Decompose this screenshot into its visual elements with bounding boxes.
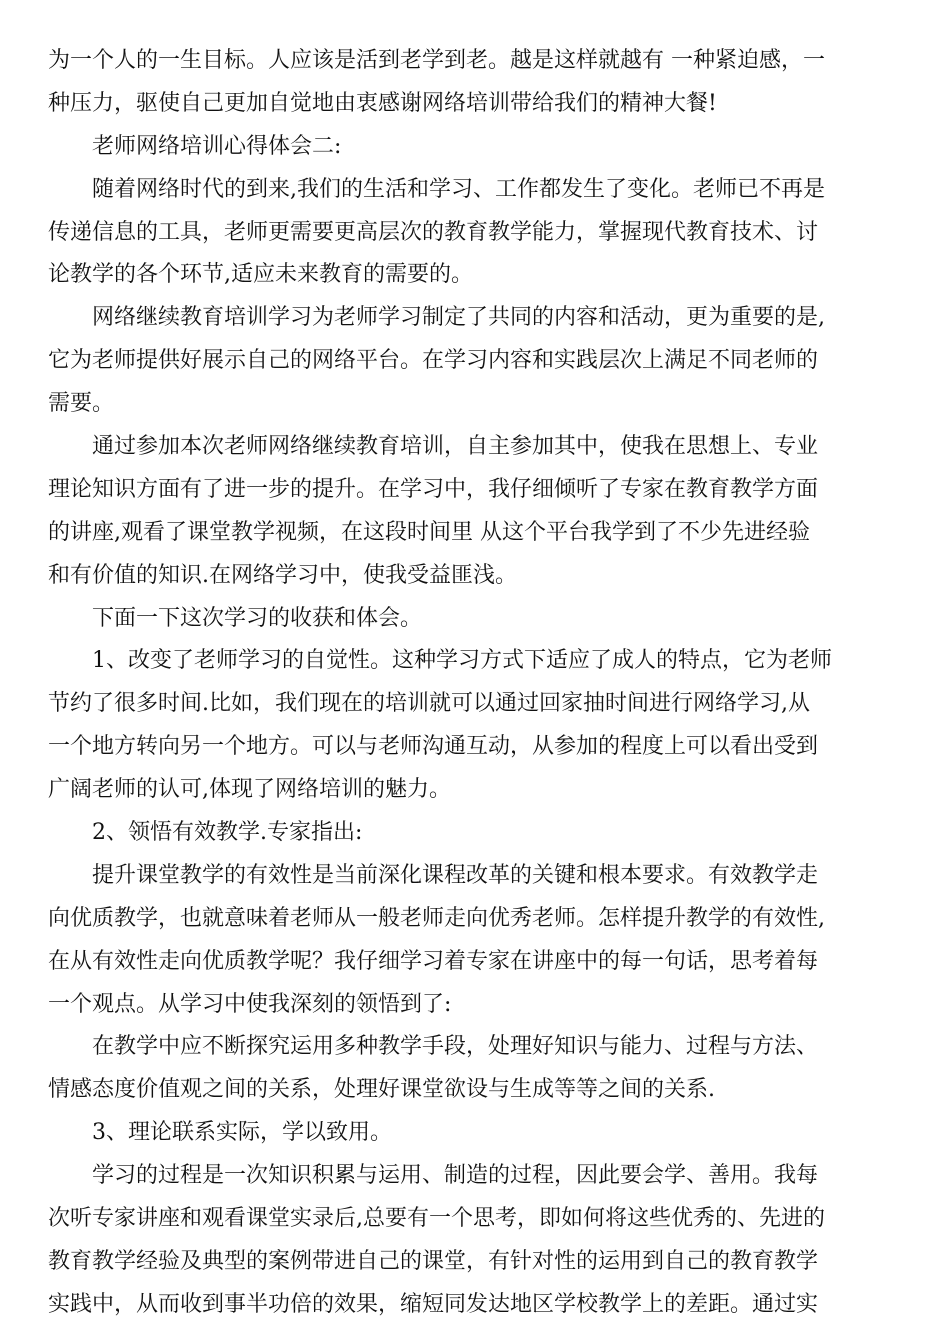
text-line: 传递信息的工具，老师更需要更高层次的教育教学能力，掌握现代教育技术、讨 (48, 219, 819, 245)
text-line: 论教学的各个环节,适应未来教育的需要的。 (48, 262, 473, 288)
text-line: 学习的过程是一次知识积累与运用、制造的过程，因此要会学、善用。我每 (92, 1163, 819, 1189)
text-line: 为一个人的一生目标。人应该是活到老学到老。越是这样就越有 一种紧迫感，一 (48, 48, 825, 73)
text-line: 提升课堂教学的有效性是当前深化课程改革的关键和根本要求。有效教学走 (92, 862, 819, 888)
text-line: 向优质教学，也就意味着老师从一般老师走向优秀老师。怎样提升教学的有效性, (48, 905, 825, 931)
text-line: 通过参加本次老师网络继续教育培训，自主参加其中，使我在思想上、专业 (92, 434, 819, 460)
text-line: 种压力，驱使自己更加自觉地由衷感谢网络培训带给我们的精神大餐! (48, 90, 717, 116)
text-line: 和有价值的知识.在网络学习中，使我受益匪浅。 (48, 562, 517, 588)
text-line: 的讲座,观看了课堂教学视频，在这段时间里 从这个平台我学到了不少先进经验 (48, 519, 810, 545)
text-line: 教育教学经验及典型的案例带进自己的课堂，有针对性的运用到自己的教育教学 (48, 1248, 819, 1274)
text-line: 随着网络时代的到来,我们的生活和学习、工作都发生了变化。老师已不再是 (92, 176, 825, 202)
text-line: 网络继续教育培训学习为老师学习制定了共同的内容和活动，更为重要的是, (92, 305, 825, 331)
text-line: 一个观点。从学习中使我深刻的领悟到了: (48, 991, 452, 1017)
text-line: 次听专家讲座和观看课堂实录后,总要有一个思考，即如何将这些优秀的、先进的 (48, 1206, 825, 1232)
text-line: 在从有效性走向优质教学呢？我仔细学习着专家在讲座中的每一句话，思考着每 (48, 948, 819, 974)
text-line: 情感态度价值观之间的关系，处理好课堂欲设与生成等等之间的关系. (48, 1077, 715, 1103)
text-line: 实践中，从而收到事半功倍的效果，缩短同发达地区学校教学上的差距。通过实 (48, 1291, 819, 1317)
text-line: 它为老师提供好展示自己的网络平台。在学习内容和实践层次上满足不同老师的 (48, 348, 819, 374)
document-body (48, 40, 898, 1327)
section-heading: 老师网络培训心得体会二: (92, 133, 342, 159)
text-line: 需要。 (48, 391, 115, 417)
text-line: 一个地方转向另一个地方。可以与老师沟通互动，从参加的程度上可以看出受到 (48, 734, 819, 760)
list-item-heading: 1、改变了老师学习的自觉性。这种学习方式下适应了成人的特点，它为老师 (92, 648, 832, 674)
list-item-heading: 3、理论联系实际，学以致用。 (92, 1120, 392, 1146)
text-line: 节约了很多时间.比如，我们现在的培训就可以通过回家抽时间进行网络学习,从 (48, 691, 810, 717)
text-line: 在教学中应不断探究运用多种教学手段，处理好知识与能力、过程与方法、 (92, 1034, 819, 1060)
list-item-heading: 2、领悟有效教学.专家指出: (92, 820, 363, 846)
text-line: 理论知识方面有了进一步的提升。在学习中，我仔细倾听了专家在教育教学方面 (48, 476, 819, 502)
text-line: 广阔老师的认可,体现了网络培训的魅力。 (48, 777, 451, 803)
text-line: 下面一下这次学习的收获和体会。 (92, 605, 423, 631)
